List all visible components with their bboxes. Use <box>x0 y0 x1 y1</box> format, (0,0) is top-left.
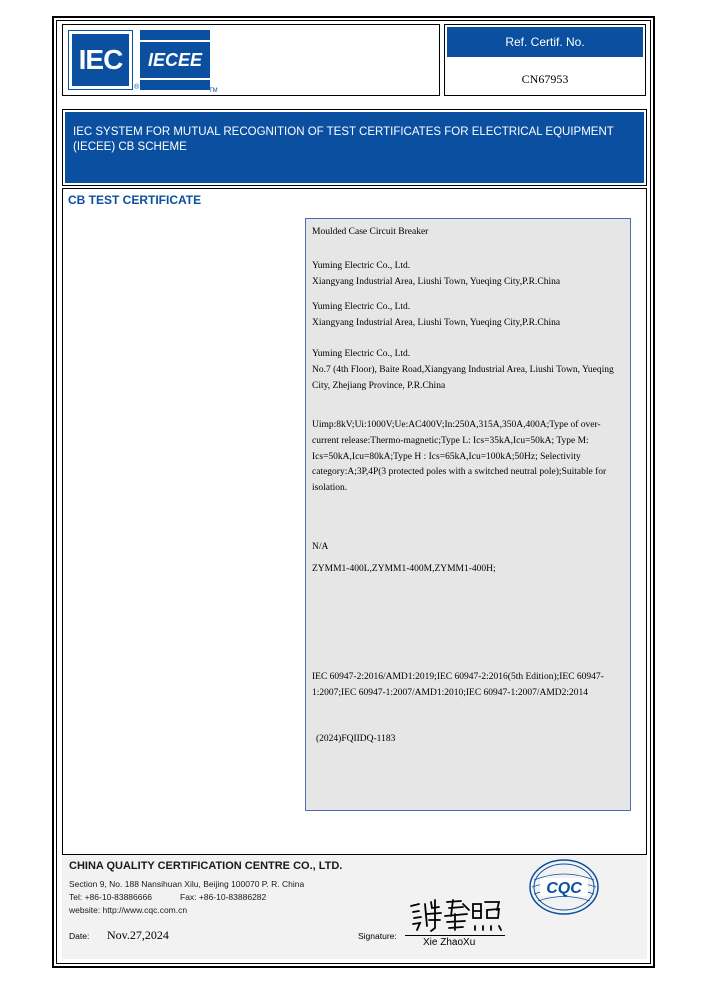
signature-line <box>405 935 505 936</box>
factory-address: No.7 (4th Floor), Baite Road,Xiangyang Industrial Area, Liushi Town, Yueqing City, Zhejiang Province, P.R.China <box>312 365 614 391</box>
standards-value: IEC 60947-2:2016/AMD1:2019;IEC 60947-2:2016(5th Edition);IEC 60947-1:2007;IEC 60947-1:2007/AMD1:2010;IEC 60947-1:2007/AMD2:2014 <box>312 672 604 698</box>
ref-cert-label: Ref. Certif. No. <box>447 27 643 57</box>
issuer-address: Section 9, No. 188 Nansihuan Xilu, Beijing 100070 P. R. China <box>69 879 305 889</box>
cqc-logo-text: CQC <box>546 880 582 897</box>
iecee-logo-stripe <box>140 40 210 42</box>
cb-test-certificate-heading: CB TEST CERTIFICATE <box>68 193 202 207</box>
manufacturer-name: Yuming Electric Co., Ltd. <box>312 302 411 312</box>
iecee-logo-text: IECEE <box>147 50 203 70</box>
issuer-name: CHINA QUALITY CERTIFICATION CENTRE CO., LTD. <box>69 860 343 872</box>
product-value: Moulded Case Circuit Breaker <box>312 227 429 237</box>
registered-mark: ® <box>134 84 140 91</box>
issuer-tel: Tel: +86-10-83886666 <box>69 892 152 902</box>
signature-handwriting <box>405 896 505 936</box>
issuer-website: website: http://www.cqc.com.cn <box>69 905 188 915</box>
issuer-fax: Fax: +86-10-83886282 <box>180 892 267 902</box>
test-report-reference: (2024)FQIIDQ-1183 <box>316 734 396 744</box>
date-label: Date: <box>69 931 90 941</box>
ratings-value: Uimp:8kV;Ui:1000V;Ue:AC400V;In:250A,315A,350A,400A;Type of over-current release:Thermo-magnetic;Type L: Ics=35kA,Icu=50kA; Type M: Ics=50kA,Icu=80kA;Type H : Ics=65kA,Icu=100kA;50Hz; Selectivity category:A;3P,4P(3 protected poles with a switched neutral pole);Suitable for isolation. <box>312 420 607 494</box>
manufacturer-address: Xiangyang Industrial Area, Liushi Town, Yueqing City,P.R.China <box>312 318 561 328</box>
cqc-logo <box>528 858 600 916</box>
factory-name: Yuming Electric Co., Ltd. <box>312 349 411 359</box>
applicant-address: Xiangyang Industrial Area, Liushi Town, Yueqing City,P.R.China <box>312 277 561 287</box>
signatory-name: Xie ZhaoXu <box>423 937 476 948</box>
trademark-value: N/A <box>312 542 329 552</box>
iecee-logo-stripe <box>140 78 210 80</box>
date-value: Nov.27,2024 <box>107 928 169 942</box>
trademark-mark: TM <box>209 88 218 94</box>
iecee-logo <box>140 30 210 90</box>
scheme-title: IEC SYSTEM FOR MUTUAL RECOGNITION OF TEST CERTIFICATES FOR ELECTRICAL EQUIPMENT (IECEE) CB SCHEME <box>65 112 644 183</box>
models-value: ZYMM1-400L,ZYMM1-400M,ZYMM1-400H; <box>312 564 496 574</box>
signature-label: Signature: <box>358 931 397 941</box>
iec-logo <box>68 30 133 90</box>
ref-cert-number: CN67953 <box>521 72 569 86</box>
applicant-name: Yuming Electric Co., Ltd. <box>312 261 411 271</box>
iec-logo-text: IEC <box>72 34 129 86</box>
